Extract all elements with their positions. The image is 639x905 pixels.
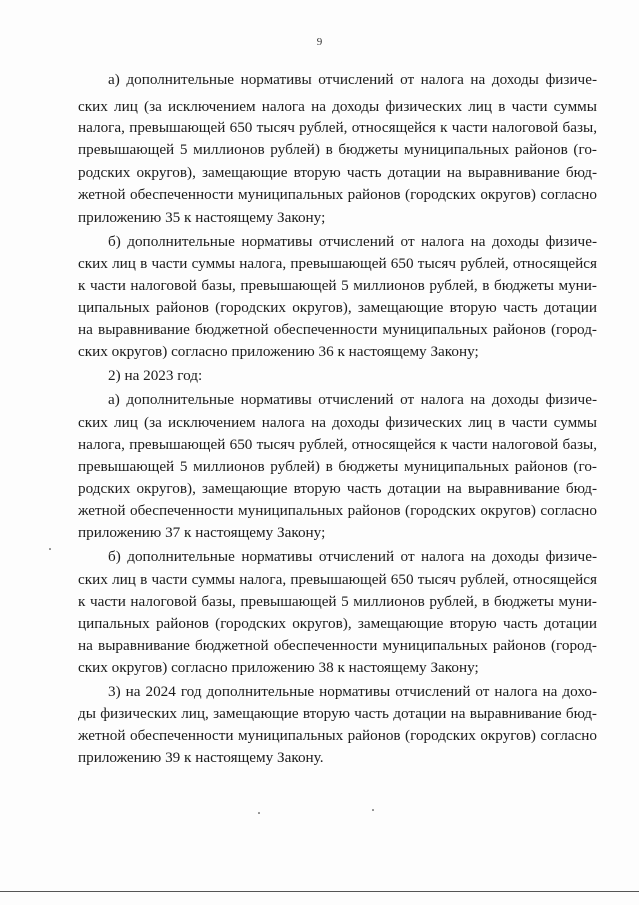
paragraph-2-line-4: ципальных районов (городских округов), замещающие вторую часть дотации — [78, 299, 597, 316]
paragraph-1-line-6: жетной обеспеченности муниципальных районов (городских округов) согласно — [78, 186, 597, 203]
paragraph-3-line-6: жетной обеспеченности муниципальных районов (городских округов) согласно — [78, 502, 597, 519]
paragraph-5-line-1: 3) на 2024 год дополнительные нормативы отчислений от налога на дохо- — [108, 683, 597, 700]
bottom-edge-line — [0, 891, 639, 892]
paragraph-4-line-5: на выравнивание бюджетной обеспеченности муниципальных районов (город- — [78, 637, 597, 654]
paragraph-4-line-2: ских лиц в части суммы налога, превышающей 650 тысяч рублей, относящейся — [78, 571, 597, 588]
scan-speck — [372, 809, 374, 811]
paragraph-1-line-2: ских лиц (за исключением налога на доходы физических лиц в части суммы — [78, 98, 597, 115]
paragraph-3-line-4: превышающей 5 миллионов рублей) в бюджеты муниципальных районов (го- — [78, 458, 597, 475]
paragraph-2-line-6: ских округов) согласно приложению 36 к настоящему Закону; — [78, 343, 479, 360]
paragraph-5-line-3: жетной обеспеченности муниципальных районов (городских округов) согласно — [78, 727, 597, 744]
scan-speck — [49, 548, 51, 550]
paragraph-2-line-1: б) дополнительные нормативы отчислений от налога на доходы физиче- — [108, 233, 597, 250]
paragraph-1-line-1: а) дополнительные нормативы отчислений от налога на доходы физиче- — [108, 71, 597, 88]
paragraph-3-line-3: налога, превышающей 650 тысяч рублей, относящейся к части налоговой базы, — [78, 436, 597, 453]
paragraph-2-line-3: к части налоговой базы, превышающей 5 миллионов рублей, в бюджеты муни- — [78, 277, 597, 294]
paragraph-3-line-1: а) дополнительные нормативы отчислений от налога на доходы физиче- — [108, 391, 597, 408]
paragraph-4-line-4: ципальных районов (городских округов), замещающие вторую часть дотации — [78, 615, 597, 632]
paragraph-5-line-4: приложению 39 к настоящему Закону. — [78, 749, 324, 766]
paragraph-1-line-5: родских округов), замещающие вторую часть дотации на выравнивание бюд- — [78, 164, 597, 181]
paragraph-3-line-5: родских округов), замещающие вторую часть дотации на выравнивание бюд- — [78, 480, 597, 497]
paragraph-2-line-2: ских лиц в части суммы налога, превышающей 650 тысяч рублей, относящейся — [78, 255, 597, 272]
paragraph-3-line-2: ских лиц (за исключением налога на доходы физических лиц в части суммы — [78, 414, 597, 431]
paragraph-4-line-1: б) дополнительные нормативы отчислений от налога на доходы физиче- — [108, 548, 597, 565]
scan-speck — [258, 812, 260, 814]
paragraph-1-line-7: приложению 35 к настоящему Закону; — [78, 209, 326, 226]
item-2-heading: 2) на 2023 год: — [108, 367, 203, 384]
paragraph-3-line-7: приложению 37 к настоящему Закону; — [78, 524, 326, 541]
paragraph-5-line-2: ды физических лиц, замещающие вторую часть дотации на выравнивание бюд- — [78, 705, 597, 722]
paragraph-1-line-3: налога, превышающей 650 тысяч рублей, относящейся к части налоговой базы, — [78, 119, 597, 136]
paragraph-2-line-5: на выравнивание бюджетной обеспеченности муниципальных районов (город- — [78, 321, 597, 338]
paragraph-1-line-4: превышающей 5 миллионов рублей) в бюджеты муниципальных районов (го- — [78, 141, 597, 158]
paragraph-4-line-3: к части налоговой базы, превышающей 5 миллионов рублей, в бюджеты муни- — [78, 593, 597, 610]
page-number: 9 — [316, 36, 323, 48]
paragraph-4-line-6: ских округов) согласно приложению 38 к настоящему Закону; — [78, 659, 479, 676]
